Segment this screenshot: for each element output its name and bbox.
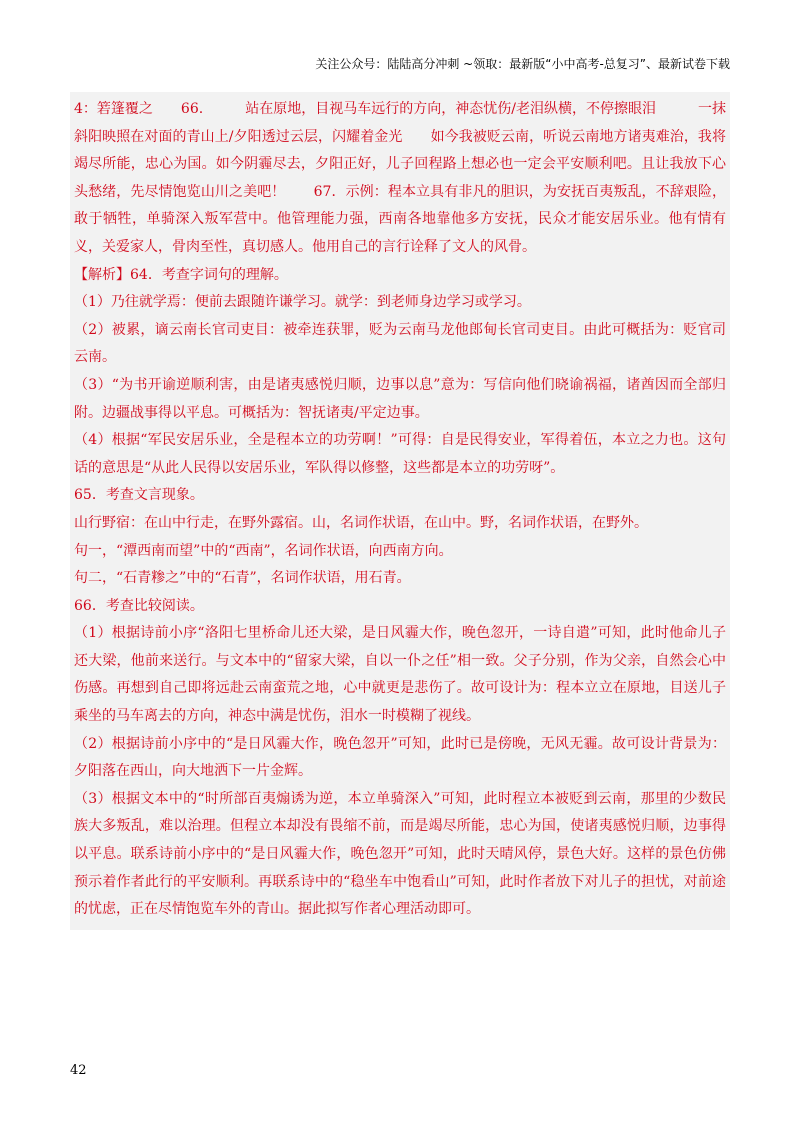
answer-content	[70, 92, 730, 930]
analysis-paragraph: （4）根据“军民安居乐业，全是程本立的功劳啊！”可得：自是民得安业，军得着伍，本立之力也。这句话的意思是“从此人民得以安居乐业，军队得以修整，这些都是本立的功劳呀”。	[74, 432, 726, 476]
analysis-paragraph: 句二，“石青糁之”中的“石青”，名词作状语，用石青。	[74, 570, 411, 587]
analysis-heading: 【解析】64．考查字词句的理解。	[74, 266, 288, 283]
analysis-paragraph: 山行野宿：在山中行走，在野外露宿。山，名词作状语，在山中。野，名词作状语，在野外。	[74, 514, 648, 531]
page-number: 42	[70, 1063, 87, 1078]
analysis-paragraph: 句一，“潭西南而望”中的“西南”，名词作状语，向西南方向。	[74, 542, 453, 559]
answer-paragraph: 4：箬篷覆之 66. 站在原地，目视马车远行的方向，神态忧伤/老泪纵横，不停擦眼泪 一抹斜阳映照在对面的青山上/夕阳透过云层，闪耀着金光 如今我被贬云南，听说云南地方诸夷难治，我将竭尽所能，忠心为国。如今阴霾尽去，夕阳正好，儿子回程路上想必也一定会平安顺利吧。且让我放下心头愁绪，先尽情饱览山川之美吧！ 67．示例：程本立具有非凡的胆识，为安抚百夷叛乱，不辞艰险，敢于牺牲，单骑深入叛军营中。他管理能力强，西南各地靠他多方安抚，民众才能安居乐业。他有情有义，关爱家人，骨肉至性，真切感人。他用自己的言行诠释了文人的风骨。	[74, 101, 726, 255]
analysis-paragraph: （2）被累，谪云南长官司吏目：被牵连获罪，贬为云南马龙他郎甸长官司吏目。由此可概括为：贬官司云南。	[74, 321, 726, 366]
analysis-paragraph: （3）根据文本中的“时所部百夷煽诱为逆，本立单骑深入”可知，此时程立本被贬到云南，那里的少数民族大多叛乱，难以治理。但程立本却没有畏缩不前，而是竭尽所能，忠心为国，使诸夷感悦归顺，边事得以平息。联系诗前小序中的“是日风霾大作，晚色忽开”可知，此时天晴风停，景色大好。这样的景色仿佛预示着作者此行的平安顺利。再联系诗中的“稳坐车中饱看山”可知，此时作者放下对儿子的担忧，对前途的忧虑，正在尽情饱览车外的青山。据此拟写作者心理活动即可。	[74, 790, 726, 918]
analysis-paragraph: （1）乃往就学焉：便前去跟随许谦学习。就学：到老师身边学习或学习。	[74, 294, 531, 311]
analysis-paragraph: （2）根据诗前小序中的“是日风霾大作，晚色忽开”可知，此时已是傍晚，无风无霾。故可设计背景为：夕阳落在西山，向大地洒下一片金辉。	[74, 735, 726, 780]
analysis-paragraph: （3）“为书开谕逆顺利害，由是诸夷感悦归顺，边事以息”意为：写信向他们晓谕祸福，诸酋因而全部归附。边疆战事得以平息。可概括为：智抚诸夷/平定边事。	[74, 376, 726, 421]
section-heading: 66．考查比较阅读。	[74, 597, 204, 614]
section-heading: 65．考查文言现象。	[74, 487, 204, 504]
page-header: 关注公众号：陆陆高分冲刺 ~领取：最新版“小中高考-总复习”、最新试卷下载	[315, 57, 730, 71]
analysis-paragraph: （1）根据诗前小序“洛阳七里桥命儿还大梁，是日风霾大作，晚色忽开，一诗自遣”可知，此时他命儿子还大梁，他前来送行。与文本中的“留家大梁，自以一仆之任”相一致。父子分别，作为父亲，自然会心中伤感。再想到自己即将远赴云南蛮荒之地，心中就更是悲伤了。故可设计为：程本立立在原地，目送儿子乘坐的马车离去的方向，神态中满是忧伤，泪水一时模糊了视线。	[74, 625, 726, 725]
